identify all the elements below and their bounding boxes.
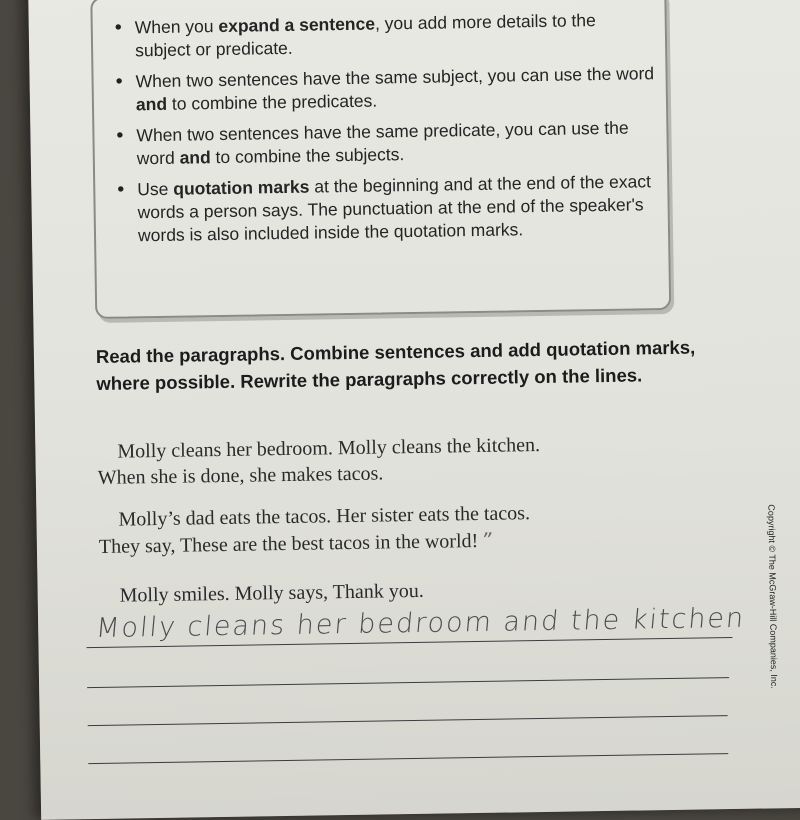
writing-line-3[interactable] bbox=[88, 715, 728, 726]
paragraph-1-line-1: Molly cleans her bedroom. Molly cleans the kitchen. bbox=[117, 434, 541, 463]
writing-line-2[interactable] bbox=[87, 677, 729, 688]
rule-bullet-2 bbox=[115, 62, 656, 116]
rule-bullet-4 bbox=[117, 170, 658, 247]
rule-text: to combine the predicates. bbox=[166, 90, 378, 114]
paragraph-1-line-2: When she is done, she makes tacos. bbox=[97, 462, 384, 489]
rule-key-term: expand a sentence bbox=[218, 13, 376, 37]
copyright-notice: Copyright © The McGraw-Hill Companies, Inc. bbox=[766, 504, 780, 689]
rule-key-term: quotation marks bbox=[173, 176, 310, 199]
paragraph-1 bbox=[97, 429, 738, 491]
rule-text: When you bbox=[134, 16, 219, 38]
rule-bullet-3 bbox=[116, 116, 657, 170]
paragraph-2-line-2-text: They say, These are the best tacos in the world! bbox=[98, 529, 479, 558]
paragraph-3 bbox=[119, 573, 739, 609]
paragraph-2 bbox=[98, 497, 739, 560]
writing-line-4[interactable] bbox=[88, 753, 728, 764]
rule-text: to combine the subjects. bbox=[210, 144, 405, 168]
rule-text: When two sentences have the same predicate, you can use the word bbox=[136, 117, 629, 169]
rule-key-term: and bbox=[135, 93, 168, 115]
rule-text: Use bbox=[137, 178, 174, 200]
instructions: Read the paragraphs. Combine sentences and add quotation marks, where possible. Rewrite the paragraphs correctly on the lines. bbox=[95, 336, 696, 394]
grammar-rules-box bbox=[90, 0, 671, 319]
handwritten-quote-mark: ” bbox=[480, 527, 492, 552]
rule-bullet-1 bbox=[115, 8, 656, 62]
paragraph-2-line-1: Molly’s dad eats the tacos. Her sister eats the tacos. bbox=[118, 502, 531, 531]
paragraph-3-line-1: Molly smiles. Molly says, Thank you. bbox=[119, 579, 424, 607]
handwritten-answer[interactable]: Molly cleans her bedroom and the kitchen bbox=[94, 602, 747, 645]
worksheet-page bbox=[28, 0, 800, 820]
rule-key-term: and bbox=[179, 147, 211, 168]
rules-list bbox=[115, 8, 659, 255]
rule-text: at the beginning and at the end of the exact words a person says. The punctuation at the end of the speaker's words is also included inside the quotation marks. bbox=[137, 171, 652, 246]
rule-text: , you add more details to the subject or predicate. bbox=[134, 10, 596, 61]
rule-text: When two sentences have the same subject, you can use the word bbox=[135, 63, 655, 92]
